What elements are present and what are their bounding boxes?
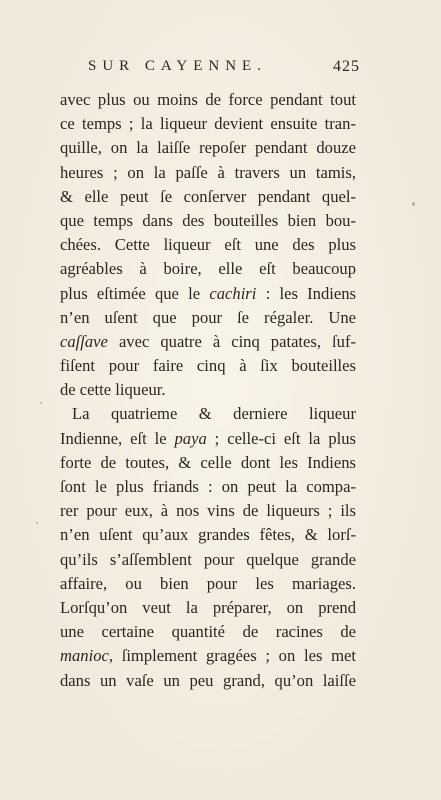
text-line: caſſave avec quatre à cinq patates, ſuf- xyxy=(60,331,356,351)
text-line: qu’ils s’aſſemblent pour quelque grande xyxy=(60,549,356,569)
text-line: rer pour eux, à nos vins de liqueurs ; ils xyxy=(60,501,356,521)
text-line: que temps dans des bouteilles bien bou- xyxy=(60,210,356,230)
text-line: agréables à boire, elle eſt beaucoup xyxy=(60,259,356,279)
text-line: & elle peut ſe conſerver pendant quel- xyxy=(60,186,356,206)
paper-speck xyxy=(40,402,42,404)
text-line: fiſent pour faire cinq à ſix bouteilles xyxy=(60,356,356,376)
text-line: avec plus ou moins de force pendant tout xyxy=(60,90,356,109)
text-line: affaire, ou bien pour les mariages. xyxy=(60,573,356,593)
text-line: quille, on la laiſſe repoſer pendant douze xyxy=(60,138,356,158)
italic-term: paya xyxy=(174,428,207,448)
text-line: ſont le plus friands : on peut la compa- xyxy=(60,477,356,496)
page-number: 425 xyxy=(333,58,360,75)
italic-term: caſſave xyxy=(60,331,108,351)
italic-term: cachiri xyxy=(209,283,257,303)
text-line: n’en uſent qu’aux grandes fêtes, & lorſ- xyxy=(60,525,356,545)
text-line: forte de toutes, & celle dont les Indiens xyxy=(60,452,356,472)
running-title: SUR CAYENNE. xyxy=(88,58,267,74)
text-line: heures ; on la paſſe à travers un tamis, xyxy=(60,162,356,182)
text-line: La quatrieme & derniere liqueur xyxy=(72,404,356,424)
text-line: Indienne, eſt le paya ; celle-ci eſt la plus xyxy=(60,428,356,448)
paper-speck xyxy=(36,522,38,524)
body-text xyxy=(60,88,356,693)
text-line: Lorſqu’on veut la préparer, on prend xyxy=(60,597,356,617)
text-line: ce temps ; la liqueur devient ensuite tran- xyxy=(60,114,356,134)
text-line: manioc, ſimplement gragées ; on les met xyxy=(60,646,356,666)
text-line: dans un vaſe un peu grand, qu’on laiſſe xyxy=(60,670,356,690)
text-line: une certaine quantité de racines de xyxy=(60,622,356,642)
italic-term: manioc xyxy=(60,646,109,666)
text-line: de cette liqueur. xyxy=(60,380,166,400)
text-line: n’en uſent que pour ſe régaler. Une xyxy=(60,307,356,327)
text-line: chées. Cette liqueur eſt une des plus xyxy=(60,235,356,255)
paper-speck xyxy=(412,202,415,206)
text-line: plus eſtimée que le cachiri : les Indiens xyxy=(60,283,356,303)
